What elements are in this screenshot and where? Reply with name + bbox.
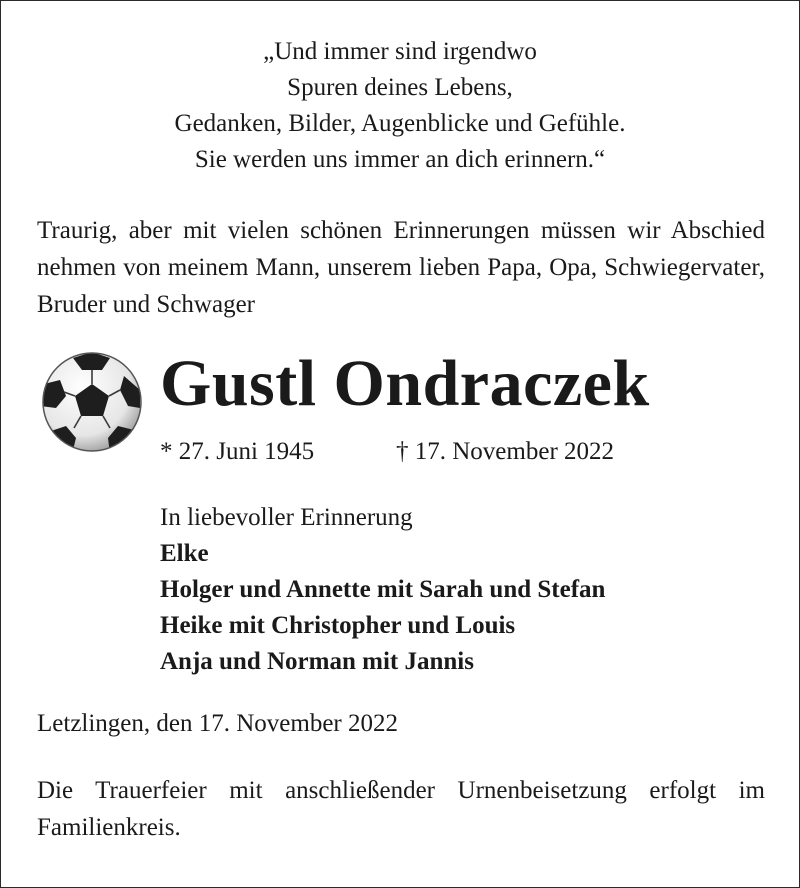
place-and-date: Letzlingen, den 17. November 2022 xyxy=(37,710,399,737)
deceased-name: Gustl Ondraczek xyxy=(160,347,650,420)
mourners-block xyxy=(160,500,605,680)
mourner-name: Anja und Norman mit Jannis xyxy=(160,648,474,675)
poem xyxy=(0,34,800,178)
mourners-heading: In liebevoller Erinnerung xyxy=(160,504,413,531)
birth-date: * 27. Juni 1945 xyxy=(160,438,315,465)
soccer-ball-icon xyxy=(40,350,144,454)
mourner-name: Elke xyxy=(160,540,209,567)
death-date: † 17. November 2022 xyxy=(396,438,615,465)
poem-line: Sie werden uns immer an dich erinnern.“ xyxy=(194,146,606,173)
poem-line: Gedanken, Bilder, Augenblicke und Gefühle. xyxy=(174,110,626,137)
intro-text: Traurig, aber mit vielen schönen Erinnerungen müssen wir Abschied nehmen von meinem Mann, unserem lieben Papa, Opa, Schwiegervater, Bruder und Schwager xyxy=(37,217,765,318)
life-dates xyxy=(160,434,615,470)
mourner-name: Heike mit Christopher und Louis xyxy=(160,612,516,639)
poem-line: Spuren deines Lebens, xyxy=(287,74,513,101)
mourner-name: Holger und Annette mit Sarah und Stefan xyxy=(160,576,606,603)
ceremony-text: Die Trauerfeier mit anschließender Urnenbeisetzung erfolgt im Familienkreis. xyxy=(37,777,765,841)
poem-line: „Und immer sind irgendwo xyxy=(263,38,537,65)
